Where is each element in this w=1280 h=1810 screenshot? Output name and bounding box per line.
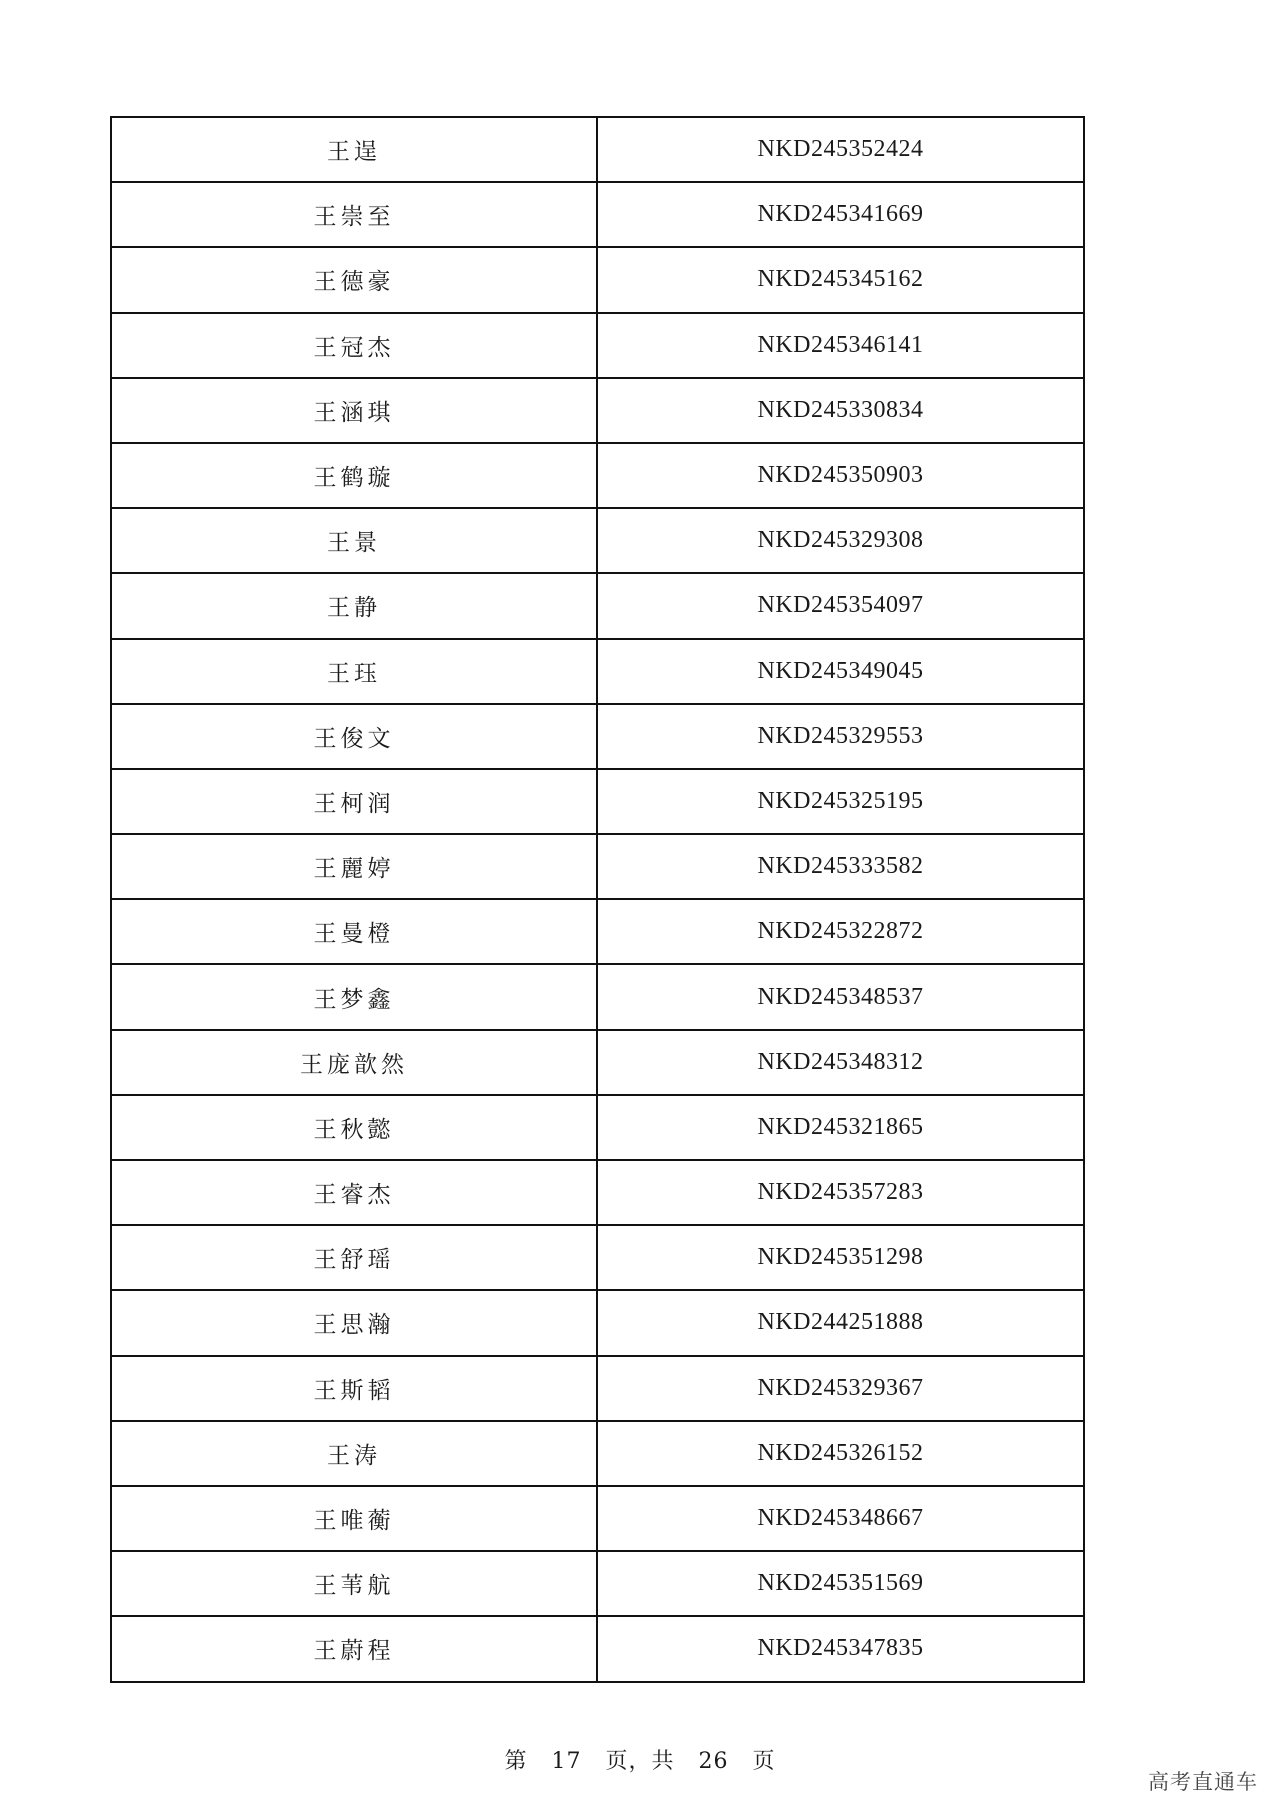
- table-row: [111, 964, 1084, 1029]
- name-cell: 王蔚程: [111, 1616, 597, 1681]
- id-cell: NKD245329308: [597, 508, 1084, 573]
- id-cell: NKD245347835: [597, 1616, 1084, 1681]
- name-cell: 王庞歆然: [111, 1030, 597, 1095]
- name-cell: 王德豪: [111, 247, 597, 312]
- name-cell: 王斯韬: [111, 1356, 597, 1421]
- footer-total-pages: 26: [698, 1749, 729, 1774]
- table-row: [111, 378, 1084, 443]
- roster-table-body: [111, 117, 1084, 1682]
- table-row: [111, 1486, 1084, 1551]
- table-row: [111, 313, 1084, 378]
- id-cell: NKD245345162: [597, 247, 1084, 312]
- id-cell: NKD245350903: [597, 443, 1084, 508]
- table-row: [111, 1616, 1084, 1681]
- table-row: [111, 182, 1084, 247]
- table-row: [111, 1356, 1084, 1421]
- table-row: [111, 508, 1084, 573]
- page-footer: [0, 1744, 1280, 1775]
- table-row: [111, 899, 1084, 964]
- table-row: [111, 117, 1084, 182]
- id-cell: NKD244251888: [597, 1290, 1084, 1355]
- roster-table: [110, 116, 1085, 1683]
- name-cell: 王逞: [111, 117, 597, 182]
- table-row: [111, 1551, 1084, 1616]
- footer-middle: 页，共: [605, 1749, 675, 1774]
- id-cell: NKD245322872: [597, 899, 1084, 964]
- table-row: [111, 443, 1084, 508]
- table-row: [111, 573, 1084, 638]
- id-cell: NKD245357283: [597, 1160, 1084, 1225]
- name-cell: 王曼橙: [111, 899, 597, 964]
- table-row: [111, 1095, 1084, 1160]
- id-cell: NKD245325195: [597, 769, 1084, 834]
- id-cell: NKD245330834: [597, 378, 1084, 443]
- name-cell: 王涛: [111, 1421, 597, 1486]
- name-cell: 王涵琪: [111, 378, 597, 443]
- table-row: [111, 1160, 1084, 1225]
- name-cell: 王梦鑫: [111, 964, 597, 1029]
- id-cell: NKD245351569: [597, 1551, 1084, 1616]
- table-row: [111, 247, 1084, 312]
- table-row: [111, 704, 1084, 769]
- id-cell: NKD245341669: [597, 182, 1084, 247]
- id-cell: NKD245352424: [597, 117, 1084, 182]
- footer-prefix: 第: [504, 1749, 528, 1774]
- name-cell: 王静: [111, 573, 597, 638]
- name-cell: 王崇至: [111, 182, 597, 247]
- id-cell: NKD245329553: [597, 704, 1084, 769]
- name-cell: 王苇航: [111, 1551, 597, 1616]
- table-row: [111, 769, 1084, 834]
- id-cell: NKD245321865: [597, 1095, 1084, 1160]
- id-cell: NKD245354097: [597, 573, 1084, 638]
- name-cell: 王冠杰: [111, 313, 597, 378]
- watermark-text: 高考直通车: [1148, 1770, 1258, 1794]
- table-row: [111, 1225, 1084, 1290]
- name-cell: 王麗婷: [111, 834, 597, 899]
- id-cell: NKD245333582: [597, 834, 1084, 899]
- table-row: [111, 1421, 1084, 1486]
- id-cell: NKD245348312: [597, 1030, 1084, 1095]
- table-row: [111, 1290, 1084, 1355]
- name-cell: 王唯蘅: [111, 1486, 597, 1551]
- name-cell: 王俊文: [111, 704, 597, 769]
- name-cell: 王睿杰: [111, 1160, 597, 1225]
- footer-suffix: 页: [752, 1749, 776, 1774]
- name-cell: 王柯润: [111, 769, 597, 834]
- id-cell: NKD245349045: [597, 639, 1084, 704]
- name-cell: 王景: [111, 508, 597, 573]
- table-row: [111, 639, 1084, 704]
- id-cell: NKD245348667: [597, 1486, 1084, 1551]
- table-row: [111, 834, 1084, 899]
- footer-current-page: 17: [551, 1749, 582, 1774]
- id-cell: NKD245346141: [597, 313, 1084, 378]
- name-cell: 王思瀚: [111, 1290, 597, 1355]
- id-cell: NKD245329367: [597, 1356, 1084, 1421]
- id-cell: NKD245326152: [597, 1421, 1084, 1486]
- name-cell: 王鹤璇: [111, 443, 597, 508]
- table-row: [111, 1030, 1084, 1095]
- name-cell: 王秋懿: [111, 1095, 597, 1160]
- id-cell: NKD245348537: [597, 964, 1084, 1029]
- name-cell: 王舒瑶: [111, 1225, 597, 1290]
- id-cell: NKD245351298: [597, 1225, 1084, 1290]
- name-cell: 王珏: [111, 639, 597, 704]
